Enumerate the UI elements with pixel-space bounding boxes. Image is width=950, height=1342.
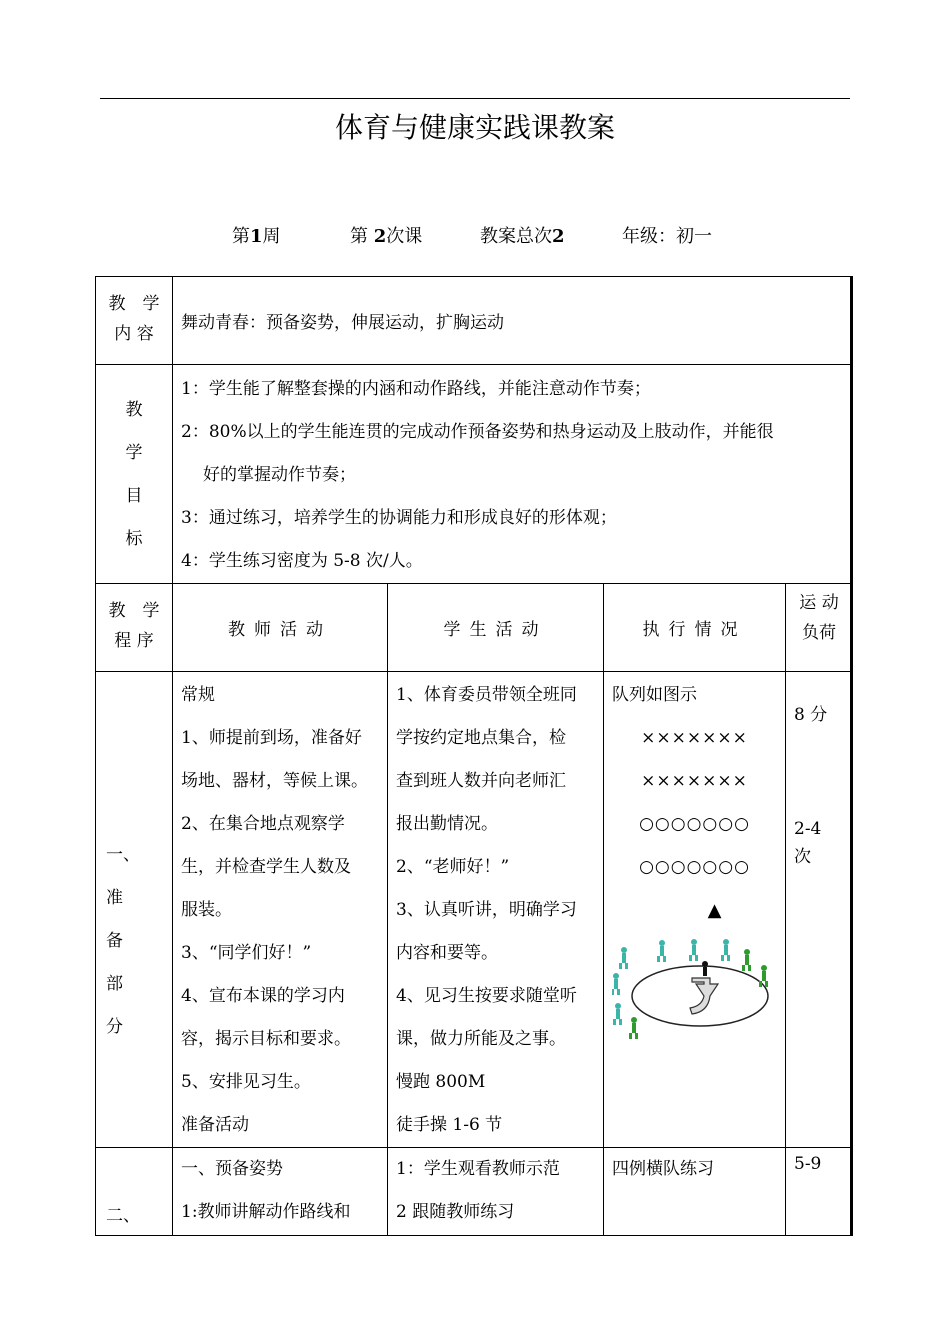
basic-part-label: 二、: [96, 1148, 173, 1236]
formation-row: ○○○○○○○: [639, 814, 750, 834]
student-activity-header: 学生活动: [388, 584, 604, 672]
week-field: 第1周: [232, 226, 281, 247]
preparation-teacher: 常规 1、师提前到场，准备好 场地、器材，等候上课。 2、在集合地点观察学 生，并检查学生人数及 服装。 3、“同学们好！” 4、宣布本课的学习内 容，揭示目标和要求。 5、安排见习生。 准备活动: [173, 672, 388, 1148]
track-oval: [632, 966, 768, 1026]
preparation-student: 1、体育委员带领全班同 学按约定地点集合，检 查到班人数并向老师汇 报出勤情况。 2、“老师好！” 3、认真听讲，明确学习 内容和要等。 4、见习生按要求随堂听 课，做力所能及之事。 慢跑 800M 徒手操 1-6 节: [388, 672, 604, 1148]
basic-part-student: 1：学生观看教师示范 2 跟随教师练习: [388, 1148, 604, 1236]
preparation-execution: [604, 672, 786, 1148]
total-field: 教案总次2: [480, 226, 565, 247]
runner-figures: [612, 939, 768, 1039]
running-track-illustration: [612, 938, 777, 1058]
page-title: 体育与健康实践课教案: [334, 111, 615, 144]
basic-part-load: 5-9: [786, 1148, 853, 1236]
load-header: 运 动 负荷: [786, 584, 853, 672]
content-row: [96, 277, 853, 365]
basic-part-teacher: 一、预备姿势 1:教师讲解动作路线和: [173, 1148, 388, 1236]
lesson-plan-table: [95, 276, 853, 1236]
objective-item: 好的掌握动作节奏；: [203, 465, 356, 485]
preparation-load: [786, 672, 853, 1148]
turn-arrow-icon: [690, 978, 718, 1014]
formation-row: ×××××××: [641, 771, 748, 791]
objectives-label: 教 学 目 标: [96, 365, 173, 584]
objective-item: 3：通过练习，培养学生的协调能力和形成良好的形体观；: [181, 508, 617, 528]
content-label: 教 学 内 容: [96, 277, 173, 365]
grade-field: 年级：初一: [622, 226, 712, 247]
load-duration: 8 分: [794, 705, 828, 725]
running-track-svg: [612, 938, 782, 1053]
formation-row: ○○○○○○○: [639, 857, 750, 877]
execution-header: 执行情况: [604, 584, 786, 672]
lesson-field: 第 2次课: [350, 226, 423, 247]
teacher-activity-header: 教师活动: [173, 584, 388, 672]
objective-item: 2：80%以上的学生能连贯的完成动作预备姿势和热身运动及上肢动作，并能很: [181, 422, 774, 442]
objectives-list: [173, 365, 853, 584]
basic-part-execution: 四例横队练习: [604, 1148, 786, 1236]
objective-item: 4：学生练习密度为 5-8 次/人。: [181, 551, 423, 571]
objectives-row: [96, 365, 853, 584]
top-rule: [100, 98, 850, 99]
formation-title: 队列如图示: [612, 685, 697, 705]
basic-part-row: [96, 1148, 853, 1236]
content-value: 舞动青春：预备姿势，伸展运动，扩胸运动: [173, 277, 853, 365]
preparation-label: 一、 准 备 部 分: [96, 672, 173, 1148]
program-header: 教 学 程 序: [96, 584, 173, 672]
formation-row: ×××××××: [641, 728, 748, 748]
table-right-edge: [850, 276, 852, 1236]
objective-item: 1：学生能了解整套操的内涵和动作路线，并能注意动作节奏；: [181, 379, 651, 399]
preparation-row: [96, 672, 853, 1148]
load-repetitions: 2-4 次: [794, 819, 822, 867]
header-row: [96, 584, 853, 672]
teacher-position-marker: ▲: [707, 900, 722, 921]
